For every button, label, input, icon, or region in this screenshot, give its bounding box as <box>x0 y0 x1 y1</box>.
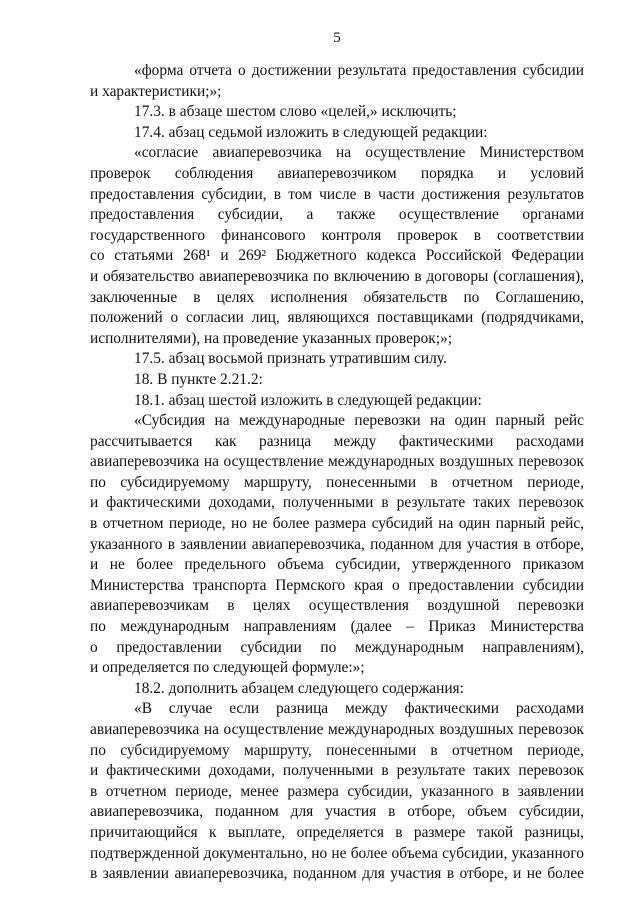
text-line: и характеристики;»; <box>90 82 222 100</box>
text-line: о предоставлении субсидии по международным направлениям), <box>90 638 584 656</box>
text-line: авиаперевозчика на осуществление международных воздушных перевозок <box>90 721 584 738</box>
text-line: в заявлении авиаперевозчика, поданном для участия в отборе, и не более <box>90 865 584 883</box>
text-line: 18. В пункте 2.21.2: <box>134 370 263 388</box>
text-line: по субсидируемому маршруту, понесенными в отчетном периоде, <box>90 741 584 759</box>
text-line: 17.5. абзац восьмой признать утратившим силу. <box>134 350 447 368</box>
text-line: подтвержденной документально, но не более объема субсидии, указанного <box>90 844 584 862</box>
text-line: и определяется по следующей формуле:»; <box>90 659 365 677</box>
text-line: заключенные в целях исполнения обязательств по Соглашению, <box>90 288 584 306</box>
text-line: проверок соблюдения авиаперевозчиком порядка и условий <box>90 164 584 182</box>
text-line: предоставления субсидии, а также осуществление органами <box>90 206 584 224</box>
text-line: по субсидируемому маршруту, понесенными в отчетном периоде, <box>90 473 584 491</box>
text-line: авиаперевозчикам в целях осуществления воздушной перевозки <box>90 597 584 615</box>
text-line: в отчетном периоде, но не более размера субсидий на один парный рейс, <box>90 515 584 533</box>
text-line: авиаперевозчика на осуществление международных воздушных перевозок <box>90 453 584 471</box>
text-line: со статьями 268¹ и 269² Бюджетного кодекса Российской Федерации <box>90 247 584 265</box>
text-line: «форма отчета о достижении результата предоставления субсидии <box>134 62 584 79</box>
text-line: причитающийся к выплате, определяется в размере такой разницы, <box>90 823 584 841</box>
text-line: рассчитывается как разница между фактическими расходами <box>90 432 584 450</box>
text-line: и фактическими доходами, полученными в результате таких перевозок <box>90 762 584 780</box>
text-line: 17.4. абзац седьмой изложить в следующей редакции: <box>134 123 488 141</box>
text-line: положений о согласии лиц, являющихся поставщиками (подрядчиками, <box>90 309 584 327</box>
text-line: авиаперевозчика, поданном для участия в отборе, объем субсидии, <box>90 803 584 821</box>
document-body <box>90 61 584 885</box>
text-line: по международным направлениям (далее – Приказ Министерства <box>90 618 584 636</box>
text-line: и обязательство авиаперевозчика по включению в договоры (соглашения), <box>90 267 584 285</box>
text-line: указанного в заявлении авиаперевозчика, поданном для участия в отборе, <box>90 535 584 553</box>
text-line: «согласие авиаперевозчика на осуществление Министерством <box>134 144 584 162</box>
text-line: в отчетном периоде, менее размера субсидии, указанного в заявлении <box>90 782 584 800</box>
text-line: 18.1. абзац шестой изложить в следующей редакции: <box>134 391 482 409</box>
text-line: «В случае если разница между фактическими расходами <box>134 700 584 718</box>
page-number: 5 <box>333 30 341 46</box>
text-line: предоставления субсидии, в том числе в части достижения результатов <box>90 185 584 203</box>
text-line: и фактическими доходами, полученными в результате таких перевозок <box>90 494 584 512</box>
text-line: «Субсидия на международные перевозки на один парный рейс <box>134 412 584 430</box>
text-line: 17.3. в абзаце шестом слово «целей,» исключить; <box>134 103 457 121</box>
text-line: 18.2. дополнить абзацем следующего содержания: <box>134 679 464 697</box>
text-line: Министерства транспорта Пермского края о предоставлении субсидии <box>90 576 584 594</box>
text-line: исполнителями), на проведение указанных проверок;»; <box>90 329 453 347</box>
text-line: и не более предельного объема субсидии, утвержденного приказом <box>90 556 584 574</box>
text-line: государственного финансового контроля проверок в соответствии <box>90 226 584 244</box>
